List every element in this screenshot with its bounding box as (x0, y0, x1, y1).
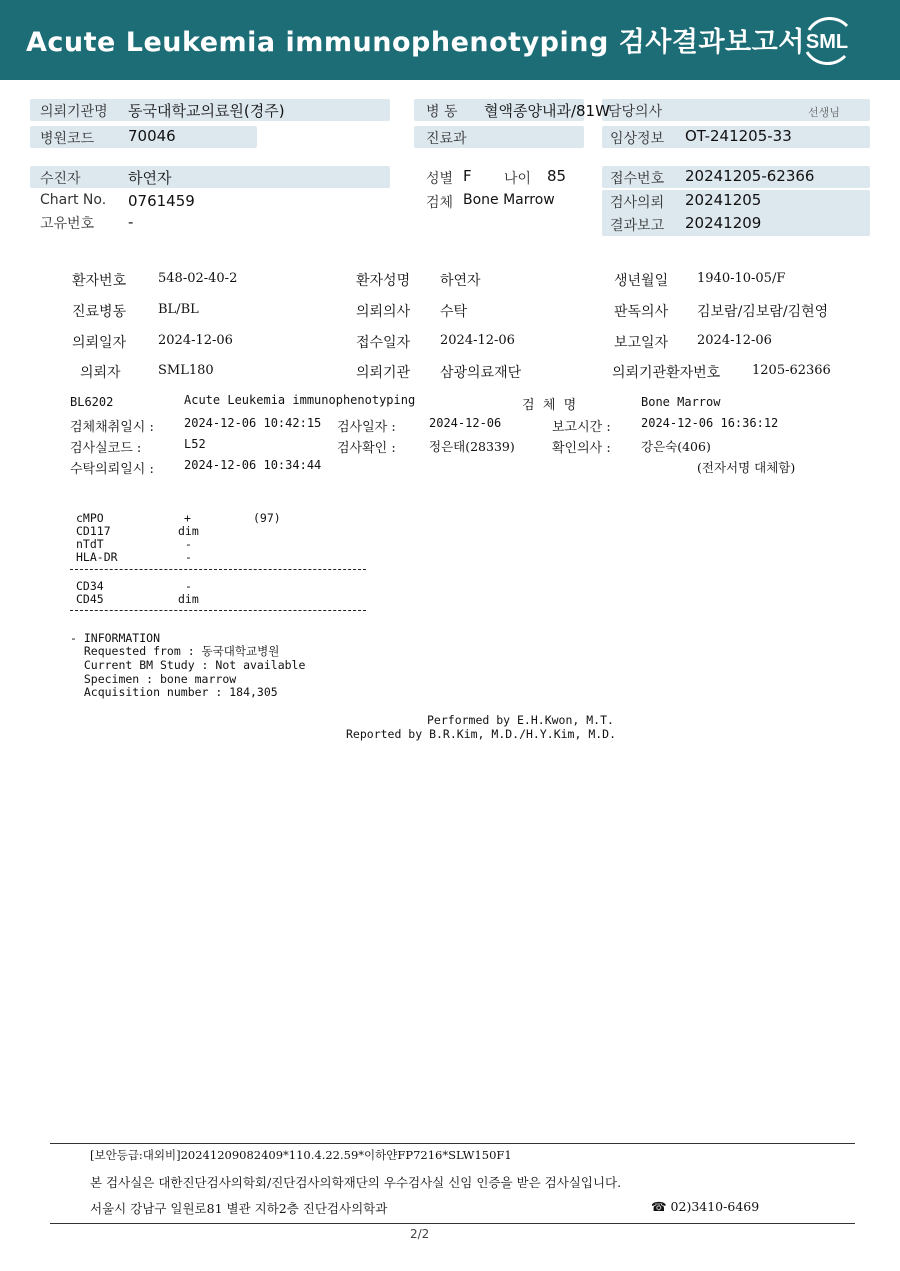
confirm-dr-value: 강은숙(406) (641, 439, 711, 454)
chart-value: 0761459 (128, 192, 195, 210)
phone-line: ☎ 02)3410-6469 (651, 1199, 760, 1214)
reporttime-value: 2024-12-06 16:36:12 (641, 416, 779, 430)
req-org-value: 동국대학교의료원(경주) (128, 102, 285, 120)
marker-value: dim (178, 592, 199, 606)
testdate-label: 검사일자 : (337, 420, 396, 435)
info-line: Specimen : bone marrow (70, 672, 237, 686)
report-title: Acute Leukemia immunophenotyping 검사결과보고서 (26, 27, 805, 58)
hosp-code-label: 병원코드 (40, 131, 95, 147)
unique-value: - (128, 213, 134, 231)
logo-text: SML (805, 31, 849, 53)
sex-value: F (463, 167, 472, 185)
marker-name: CD34 (76, 579, 104, 593)
result-value: 20241209 (685, 214, 762, 232)
marker-value: - (185, 550, 192, 564)
unique-label: 고유번호 (40, 216, 95, 232)
sex-label: 성별 (426, 171, 454, 187)
report-value: 수탁 (440, 304, 468, 320)
report-label: 접수일자 (356, 335, 411, 351)
report-label: 의뢰기관 (356, 365, 411, 381)
address-line: 서울시 강남구 일원로81 별관 지하2층 진단검사의학과 (90, 1201, 388, 1216)
report-value: 1940-10-05/F (697, 271, 786, 286)
age-value: 85 (547, 167, 567, 185)
age-label: 나이 (504, 171, 532, 187)
collect-value: 2024-12-06 10:42:15 (184, 416, 322, 430)
spec-label: 검 체 명 (522, 398, 577, 413)
report-label: 의뢰일자 (72, 335, 127, 351)
report-value: 2024-12-06 (158, 333, 233, 348)
test-name: Acute Leukemia immunophenotyping (184, 393, 416, 407)
doctor-suffix: 선생님 (808, 106, 840, 119)
ward-value: 혈액종양내과/81W (484, 102, 610, 120)
patient-label: 수진자 (40, 171, 81, 187)
report-value: 2024-12-06 (440, 333, 515, 348)
report-value: 하연자 (440, 273, 481, 289)
report-value: 삼광의료재단 (440, 365, 522, 381)
marker-name: HLA-DR (76, 550, 118, 564)
dept-label: 진료과 (426, 131, 467, 147)
dashed-divider (70, 569, 366, 570)
performed-by: Performed by E.H.Kwon, M.T. (427, 713, 614, 727)
testdate-value: 2024-12-06 (429, 416, 502, 430)
specimen-value: Bone Marrow (463, 192, 555, 208)
marker-extra: (97) (253, 511, 281, 525)
report-label: 의뢰의사 (356, 304, 411, 320)
test-code: BL6202 (70, 395, 114, 409)
report-label: 환자성명 (356, 273, 411, 289)
marker-name: CD45 (76, 592, 104, 606)
report-label: 의뢰기관환자번호 (612, 365, 721, 381)
receipt-label: 접수번호 (610, 171, 665, 187)
clinical-label: 임상정보 (610, 131, 665, 147)
ward-label: 병 동 (426, 104, 458, 120)
clinical-value: OT-241205-33 (685, 127, 792, 145)
result-label: 결과보고 (610, 218, 665, 234)
confirm-dr-label: 확인의사 : (552, 441, 611, 456)
room-value: L52 (184, 437, 206, 451)
report-value: 548-02-40-2 (158, 271, 238, 286)
report-value: BL/BL (158, 302, 199, 317)
marker-name: nTdT (76, 537, 104, 551)
cert-line: 본 검사실은 대한진단검사의학회/진단검사의학재단의 우수검사실 신임 인증을 받은 검사실입니다. (90, 1175, 622, 1190)
report-label: 의뢰자 (80, 365, 121, 381)
spec-value: Bone Marrow (641, 395, 721, 409)
trust-label: 수탁의뢰일시 : (70, 462, 154, 477)
report-label: 보고일자 (614, 335, 669, 351)
confirm-value: 정은태(28339) (429, 439, 515, 454)
info-line: - INFORMATION (70, 631, 161, 645)
patient-value: 하연자 (128, 169, 172, 187)
sml-logo-icon (797, 12, 857, 68)
marker-value: dim (178, 524, 199, 538)
marker-name: CD117 (76, 524, 111, 538)
chart-label: Chart No. (40, 192, 107, 208)
specimen-label: 검체 (426, 195, 454, 211)
confirm-label: 검사확인 : (337, 441, 396, 456)
marker-value: + (184, 511, 191, 525)
doctor-label: 담당의사 (608, 104, 663, 120)
hosp-code-value: 70046 (128, 127, 176, 145)
report-label: 환자번호 (72, 273, 127, 289)
dashed-divider (70, 610, 366, 611)
info-line: Current BM Study : Not available (70, 658, 306, 672)
report-value: 2024-12-06 (697, 333, 772, 348)
receipt-value: 20241205-62366 (685, 167, 815, 185)
test-req-label: 검사의뢰 (610, 195, 665, 211)
security-line: [보안등급:대외비]20241209082409*110.4.22.59*이하얀FP7216*SLW150F1 (90, 1148, 512, 1162)
page-number: 2/2 (410, 1227, 430, 1241)
report-value: 김보람/김보람/김현영 (697, 304, 829, 320)
report-value: 1205-62366 (752, 363, 831, 378)
footer-top-rule (50, 1143, 855, 1144)
esign-note: (전자서명 대체함) (697, 460, 796, 475)
test-req-value: 20241205 (685, 191, 762, 209)
collect-label: 검체채취일시 : (70, 420, 154, 435)
report-label: 진료병동 (72, 304, 127, 320)
trust-value: 2024-12-06 10:34:44 (184, 458, 322, 472)
info-line: Acquisition number : 184,305 (70, 685, 278, 699)
footer-bottom-rule (50, 1223, 855, 1224)
marker-value: - (185, 537, 192, 551)
marker-value: - (185, 579, 192, 593)
info-line: Requested from : 동국대학교병원 (70, 644, 280, 658)
reporttime-label: 보고시간 : (552, 420, 611, 435)
report-value: SML180 (158, 363, 214, 378)
req-org-label: 의뢰기관명 (40, 104, 108, 120)
marker-name: cMPO (76, 511, 104, 525)
report-label: 생년월일 (614, 273, 669, 289)
report-label: 판독의사 (614, 304, 669, 320)
reported-by: Reported by B.R.Kim, M.D./H.Y.Kim, M.D. (346, 727, 617, 741)
band-patient (30, 166, 390, 188)
room-label: 검사실코드 : (70, 441, 142, 456)
report-header (0, 0, 900, 80)
